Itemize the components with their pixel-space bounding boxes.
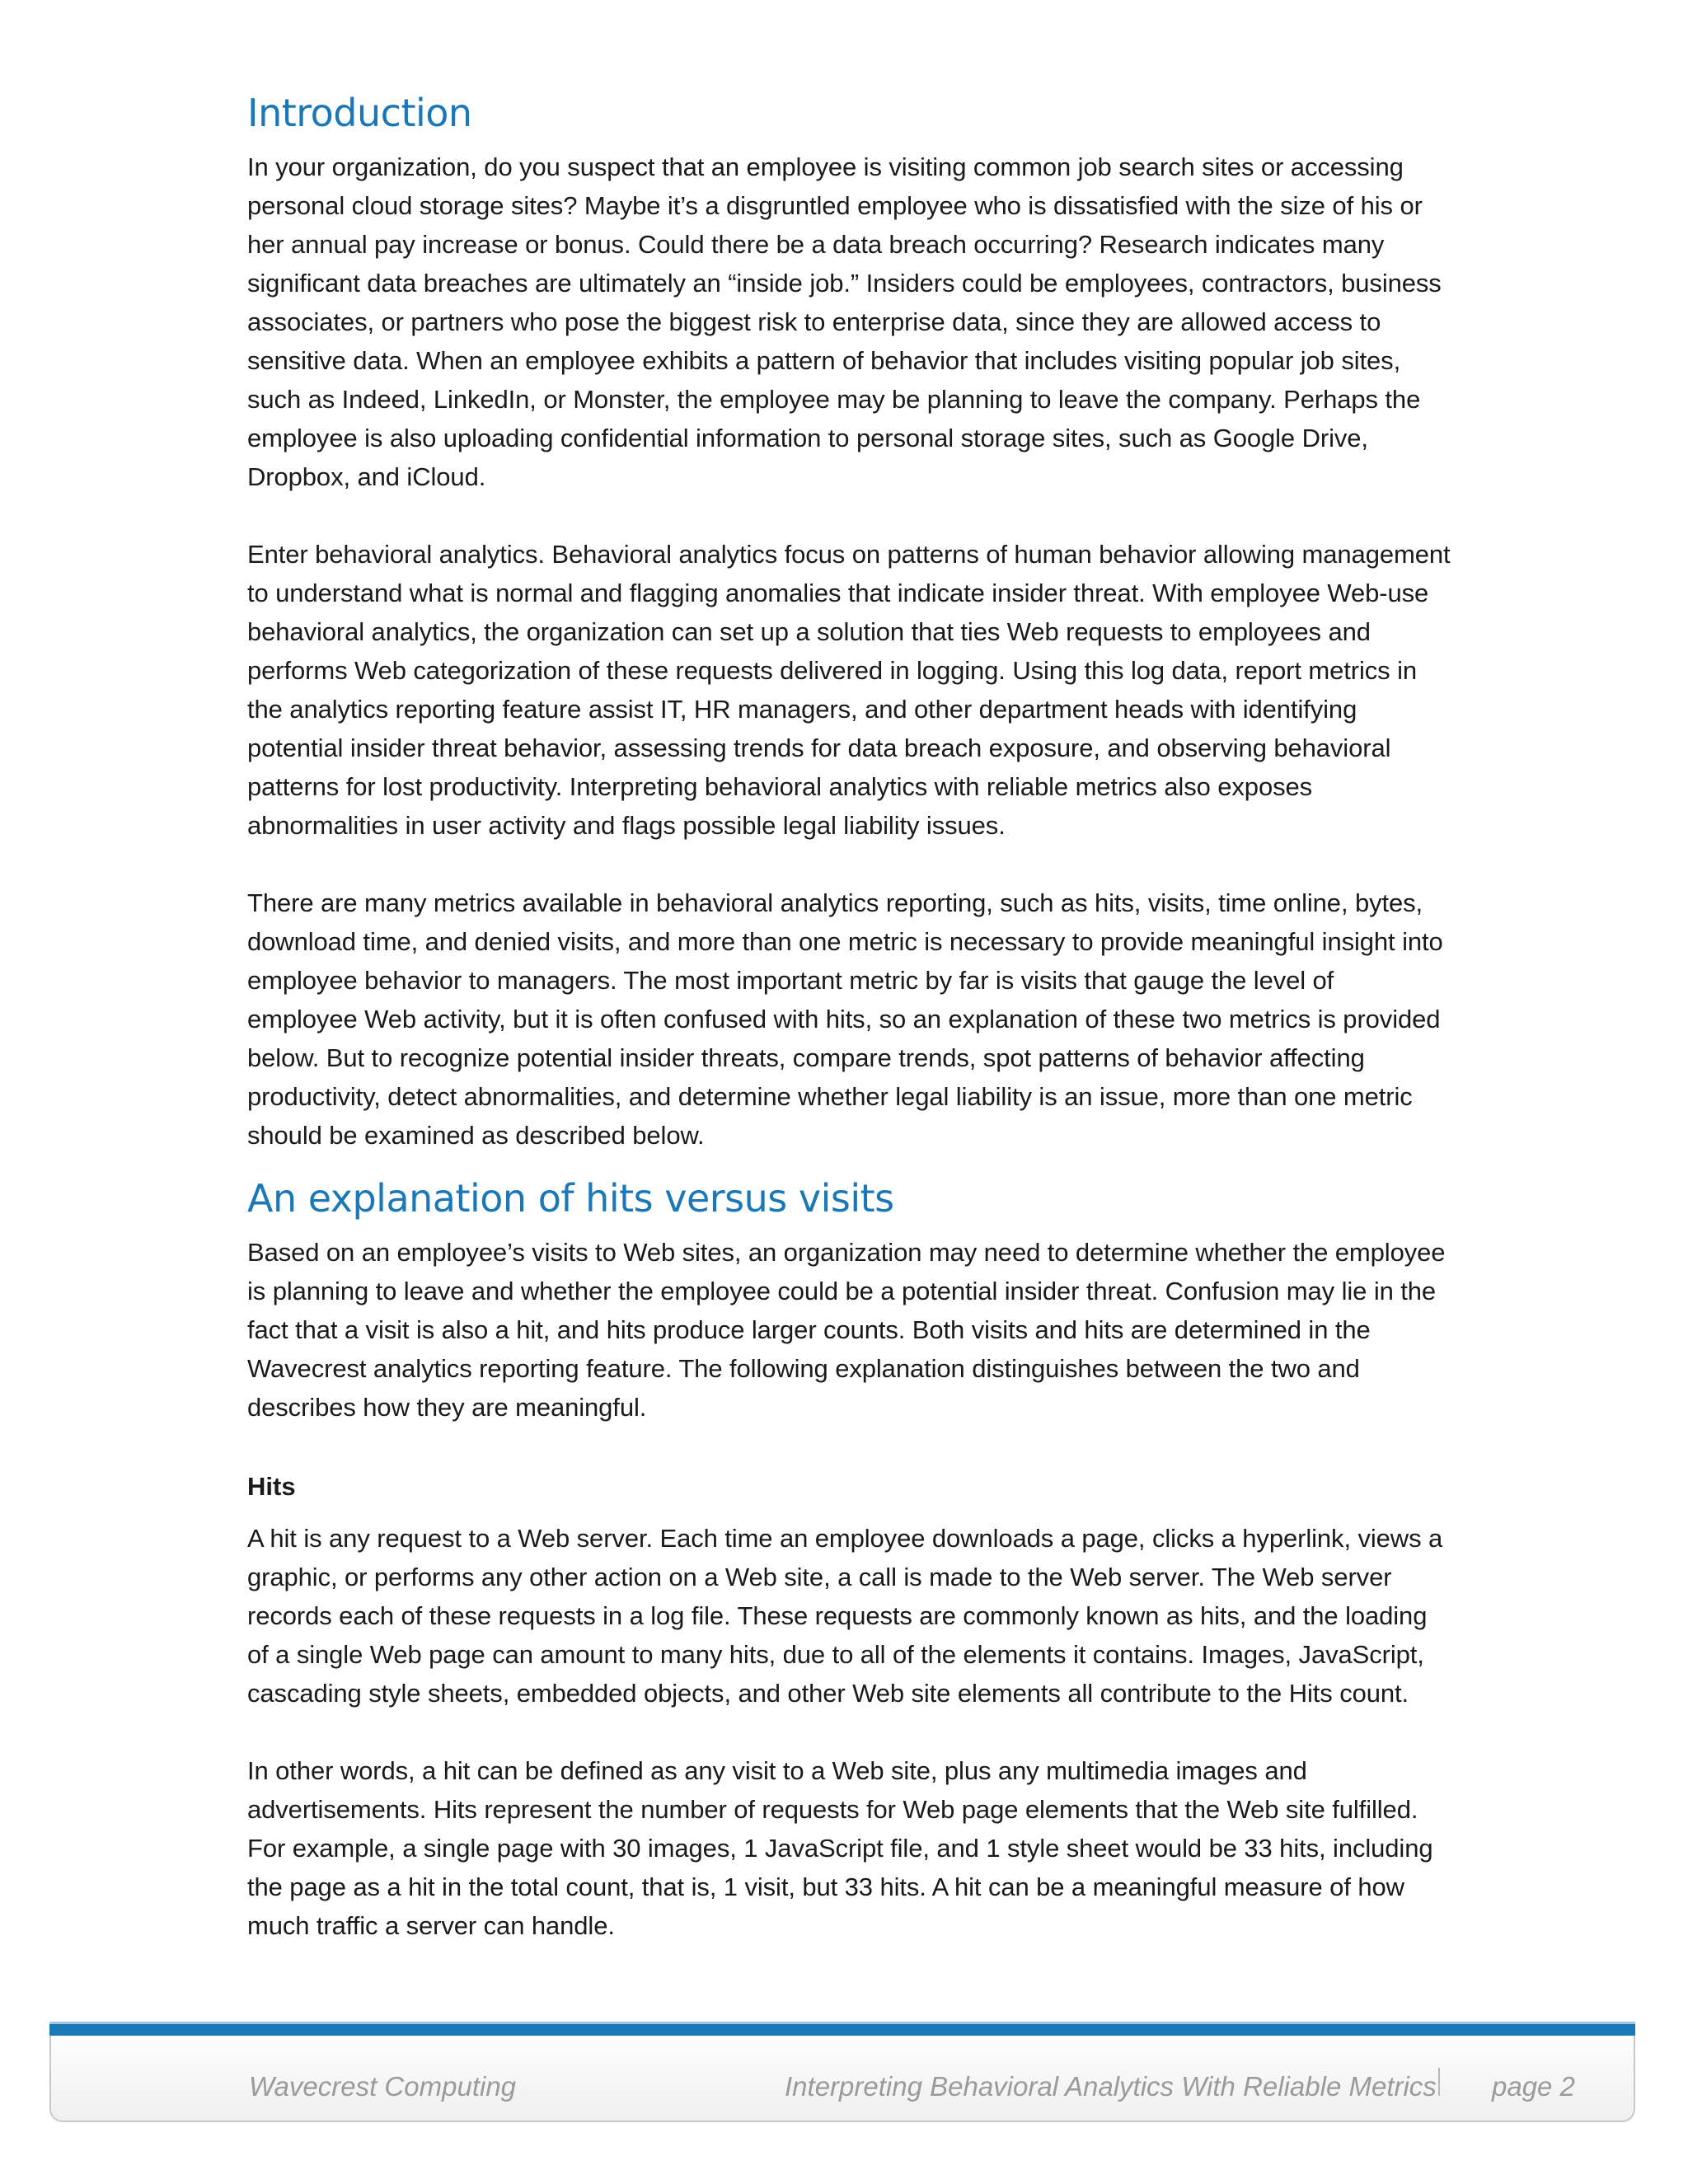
paragraph-intro-3: There are many metrics available in behavioral analytics reporting, such as hits, visits, time online, bytes, download time, and denied visits, and more than one metric is necessary to provide meaningful insight into employee behavior to managers. The most important metric by far is visits that gauge the level of employee Web activity, but it is often confused with hits, so an explanation of these two metrics is provided below. But to recognize potential insider threats, compare trends, spot patterns of behavior affecting productivity, detect abnormalities, and determine whether legal liability is an issue, more than one metric should be examined as described below. <box>247 888 1443 1151</box>
paragraph-hits-vs-visits-intro: Based on an employee’s visits to Web sites, an organization may need to determine whether the employee is planning to leave and whether the employee could be a potential insider threat. Confusion may lie in the fact that a visit is also a hit, and hits produce larger counts. Both visits and hits are determined in the Wavecrest analytics reporting feature. The following explanation distinguishes between the two and describes how they are meaningful. <box>247 1238 1446 1422</box>
paragraph-intro-1: In your organization, do you suspect that an employee is visiting common job search sites or accessing personal cloud storage sites? Maybe it’s a disgruntled employee who is dissatisfied with the size of his or her annual pay increase or bonus. Could there be a data breach occurring? Research indicates many significant data breaches are ultimately an “inside job.” Insiders could be employees, contractors, business associates, or partners who pose the biggest risk to enterprise data, since they are allowed access to sensitive data. When an employee exhibits a pattern of behavior that includes visiting popular job sites, such as Indeed, LinkedIn, or Monster, the employee may be planning to leave the company. Perhaps the employee is also uploading confidential information to personal storage sites, such as Google Drive, Dropbox, and iCloud. <box>247 152 1442 492</box>
paragraph-hits-1: A hit is any request to a Web server. Each time an employee downloads a page, clicks a hyperlink, views a graphic, or performs any other action on a Web site, a call is made to the Web server. The Web server records each of these requests in a log file. These requests are commonly known as hits, and the loading of a single Web page can amount to many hits, due to all of the elements it contains. Images, JavaScript, cascading style sheets, embedded objects, and other Web site elements all contribute to the Hits count. <box>247 1524 1443 1708</box>
document-body <box>247 91 1451 1945</box>
page-footer <box>49 2022 1635 2122</box>
footer-page-number: page 2 <box>1492 2071 1575 2102</box>
section-heading-hits-vs-visits: An explanation of hits versus visits <box>247 1176 894 1221</box>
section-heading-introduction: Introduction <box>247 91 472 135</box>
footer-accent-bar <box>49 2022 1635 2036</box>
paragraph-intro-2: Enter behavioral analytics. Behavioral analytics focus on patterns of human behavior allowing management to understand what is normal and flagging anomalies that indicate insider threat. With employee Web-use behavioral analytics, the organization can set up a solution that ties Web requests to employees and performs Web categorization of these requests delivered in logging. Using this log data, report metrics in the analytics reporting feature assist IT, HR managers, and other department heads with identifying potential insider threat behavior, assessing trends for data breach exposure, and observing behavioral patterns for lost productivity. Interpreting behavioral analytics with reliable metrics also exposes abnormalities in user activity and flags possible legal liability issues. <box>247 540 1451 841</box>
paragraph-hits-2: In other words, a hit can be defined as any visit to a Web site, plus any multimedia images and advertisements. Hits represent the number of requests for Web page elements that the Web site fulfilled. For example, a single page with 30 images, 1 JavaScript file, and 1 style sheet would be 33 hits, including the page as a hit in the total count, that is, 1 visit, but 33 hits. A hit can be a meaningful measure of how much traffic a server can handle. <box>247 1756 1433 1941</box>
footer-company: Wavecrest Computing <box>249 2071 517 2102</box>
footer-document-title: Interpreting Behavioral Analytics With Reliable Metrics <box>785 2071 1437 2102</box>
subheading-hits: Hits <box>247 1472 296 1502</box>
footer-separator <box>1438 2068 1440 2096</box>
